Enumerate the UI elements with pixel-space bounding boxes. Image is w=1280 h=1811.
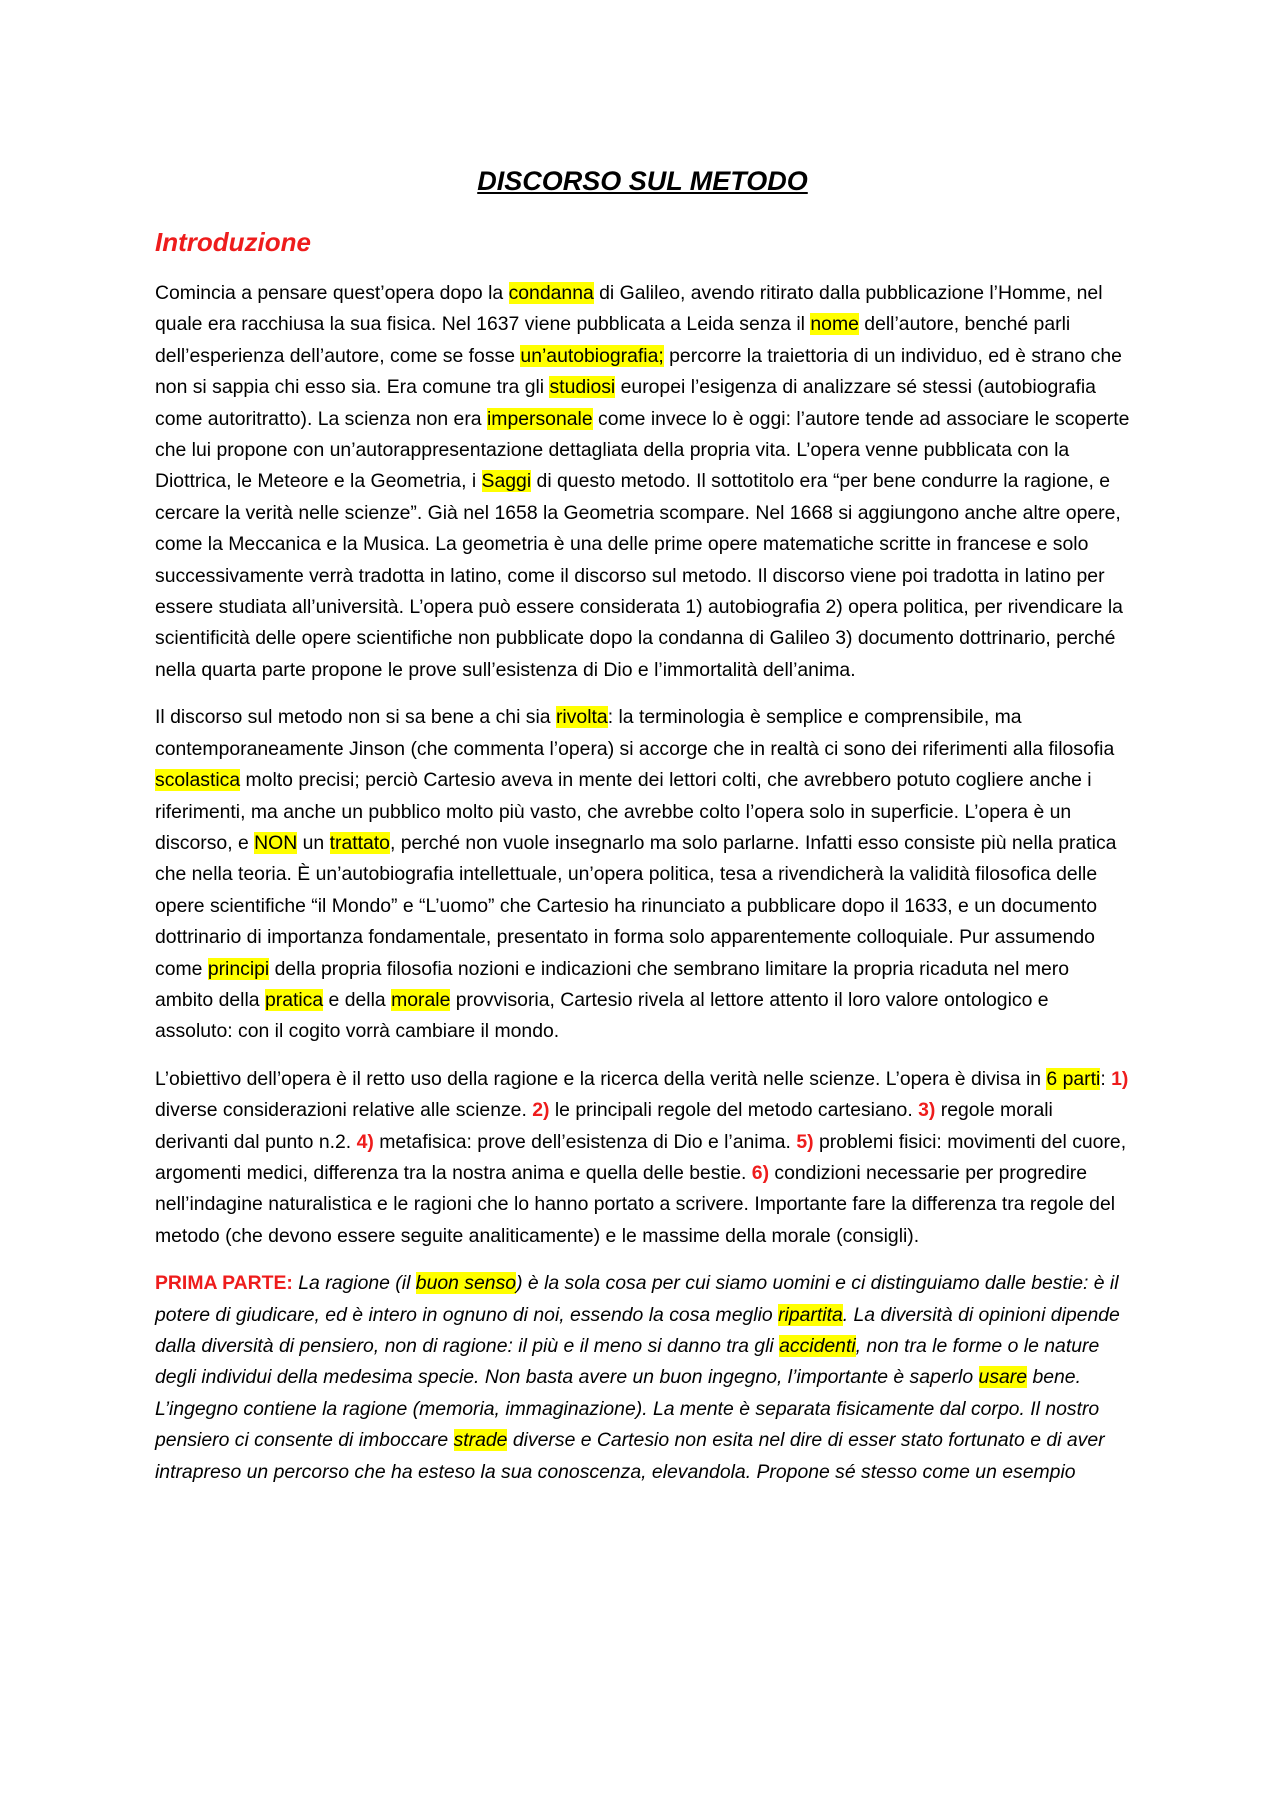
- highlighted-term: impersonale: [486, 407, 593, 430]
- red-label: 5): [796, 1130, 814, 1153]
- highlighted-term: un’autobiografia;: [520, 344, 664, 367]
- highlighted-term: buon senso: [415, 1272, 517, 1295]
- text-run: diverse considerazioni relative alle scienze.: [155, 1099, 533, 1122]
- highlighted-term: nome: [810, 313, 859, 336]
- red-label: 3): [918, 1099, 936, 1122]
- paragraph: [155, 1064, 1130, 1252]
- text-run: dell’autore, benché parli dell’esperienza dell’autore, come se fosse: [155, 313, 1071, 367]
- highlighted-term: studiosi: [549, 376, 616, 399]
- text-run: . La diversità di opinioni dipende dalla diversità di pensiero, non di ragione: il più e il meno si danno tra gli: [155, 1303, 1120, 1357]
- text-run: un: [297, 831, 330, 854]
- red-label: 4): [356, 1130, 374, 1153]
- paragraph: [155, 278, 1130, 686]
- highlighted-term: NON: [254, 831, 298, 854]
- highlighted-term: morale: [391, 988, 451, 1011]
- highlighted-term: pratica: [264, 988, 324, 1011]
- text-run: ) è la sola cosa per cui siamo uomini e ci distinguiamo dalle bestie: è il potere di giudicare, ed è intero in ognuno di noi, essendo la cosa meglio: [155, 1272, 1119, 1326]
- highlighted-term: principi: [207, 957, 270, 980]
- text-run: europei l’esigenza di analizzare sé stessi (autobiografia come autoritratto). La scienza non era: [155, 376, 1096, 430]
- text-run: L’obiettivo dell’opera è il retto uso della ragione e la ricerca della verità nelle scienze. L’opera è divisa in: [155, 1067, 1047, 1090]
- highlighted-term: Saggi: [481, 470, 532, 493]
- section-heading-introduzione: Introduzione: [155, 227, 311, 257]
- text-run: le principali regole del metodo cartesiano.: [549, 1099, 919, 1122]
- text-run: La ragione (il: [292, 1272, 416, 1295]
- paragraph: [155, 1268, 1130, 1488]
- text-run: , non tra le forme o le nature degli individui della medesima specie. Non basta avere un buon ingegno, l’importante è saperlo: [155, 1335, 1100, 1389]
- paragraphs-container: [155, 278, 1130, 1488]
- text-run: , perché non vuole insegnarlo ma solo parlarne. Infatti esso consiste più nella pratica che nella teoria. È un’autobiografia intellettuale, un’opera politica, tesa a rivendicherà la validità filosofica delle opere scientifiche “il Mondo” e “L’uomo” che Cartesio ha rinunciato a pubblicare dopo il 1633, e un documento dottrinario di importanza fondamentale, presentato in forma solo apparentemente colloquiale. Pur assumendo come: [155, 831, 1117, 980]
- paragraph: [155, 702, 1130, 1047]
- text-run: :: [1100, 1067, 1112, 1090]
- text-run: provvisoria, Cartesio rivela al lettore attento il loro valore ontologico e assoluto: con il cogito vorrà cambiare il mondo.: [155, 988, 1049, 1043]
- document-content: [155, 150, 1130, 1504]
- red-label: 6): [751, 1161, 770, 1184]
- text-run: e della: [323, 988, 392, 1011]
- text-run: metafisica: prove dell’esistenza di Dio e l’anima.: [373, 1130, 797, 1153]
- highlighted-term: condanna: [508, 282, 594, 304]
- text-run: problemi fisici: movimenti del cuore, argomenti medici, differenza tra la nostra anima e quella delle bestie.: [155, 1130, 1127, 1184]
- text-run: molto precisi; perciò Cartesio aveva in mente dei lettori colti, che avrebbero potuto cogliere anche i riferimenti, ma anche un pubblico molto più vasto, che avrebbe colto l’opera solo in superficie. L’opera è un discorso, e: [155, 769, 1092, 854]
- text-run: percorre la traiettoria di un individuo, ed è strano che non si sappia chi esso sia. Era comune tra gli: [155, 344, 1122, 399]
- text-run: Comincia a pensare quest’opera dopo la: [155, 282, 509, 304]
- highlighted-term: trattato: [329, 831, 390, 854]
- text-run: : la terminologia è semplice e comprensibile, ma contemporaneamente Jinson (che commenta l’opera) si accorge che in realtà ci sono dei riferimenti alla filosofia: [155, 706, 1115, 760]
- highlighted-term: rivolta: [555, 706, 608, 729]
- text-run: diverse e Cartesio non esita nel dire di esser stato fortunato e di aver intrapreso un percorso che ha esteso la sua conoscenza, elevandola. Propone sé stesso come un esempio: [155, 1429, 1105, 1483]
- red-label: 2): [532, 1099, 550, 1122]
- text-run: Il discorso sul metodo non si sa bene a chi sia: [155, 706, 556, 729]
- highlighted-term: ripartita: [778, 1303, 843, 1326]
- red-label: PRIMA PARTE:: [155, 1272, 293, 1295]
- highlighted-term: strade: [453, 1429, 508, 1452]
- text-run: bene. L’ingegno contiene la ragione (memoria, immaginazione). La mente è separata fisicamente dal corpo. Il nostro pensiero ci consente di imboccare: [155, 1366, 1100, 1452]
- text-run: di questo metodo. Il sottotitolo era “per bene condurre la ragione, e cercare la verità nelle scienze”. Già nel 1658 la Geometria scompare. Nel 1668 si aggiungono anche altre opere, come la Meccanica e la Musica. La geometria è una delle prime opere matematiche scritte in francese e solo successivamente verrà tradotta in latino, come il discorso sul metodo. Il discorso viene poi tradotta in latino per essere studiata all’università. L’opera può essere considerata 1) autobiografia 2) opera politica, per rivendicare la scientificità delle opere scientifiche non pubblicate dopo la condanna di Galileo 3) documento dottrinario, perché nella quarta parte propone le prove sull’esistenza di Dio e l’immortalità dell’anima.: [155, 470, 1123, 681]
- text-run: come invece lo è oggi: l’autore tende ad associare le scoperte che lui propone con un’autorappresentazione dettagliata della propria vita. L’opera venne pubblicata con la Diottrica, le Meteore e la Geometria, i: [155, 407, 1130, 493]
- text-run: della propria filosofia nozioni e indicazioni che sembrano limitare la propria ricaduta nel mero ambito della: [155, 957, 1069, 1011]
- red-label: 1): [1111, 1067, 1129, 1090]
- highlighted-term: 6 parti: [1046, 1067, 1101, 1090]
- highlighted-term: accidenti: [779, 1335, 856, 1357]
- text-run: di Galileo, avendo ritirato dalla pubblicazione l’Homme, nel quale era racchiusa la sua fisica. Nel 1637 viene pubblicata a Leida senza il: [155, 282, 1103, 336]
- highlighted-term: scolastica: [155, 769, 241, 792]
- document-title: DISCORSO SUL METODO: [477, 166, 808, 196]
- highlighted-term: usare: [978, 1366, 1028, 1389]
- text-run: regole morali derivanti dal punto n.2.: [155, 1099, 1053, 1153]
- text-run: condizioni necessarie per progredire nell’indagine naturalistica e le ragioni che lo hanno portato a scrivere. Importante fare la differenza tra regole del metodo (che devono essere seguite analiticamente) e le massime della morale (consigli).: [155, 1161, 1116, 1247]
